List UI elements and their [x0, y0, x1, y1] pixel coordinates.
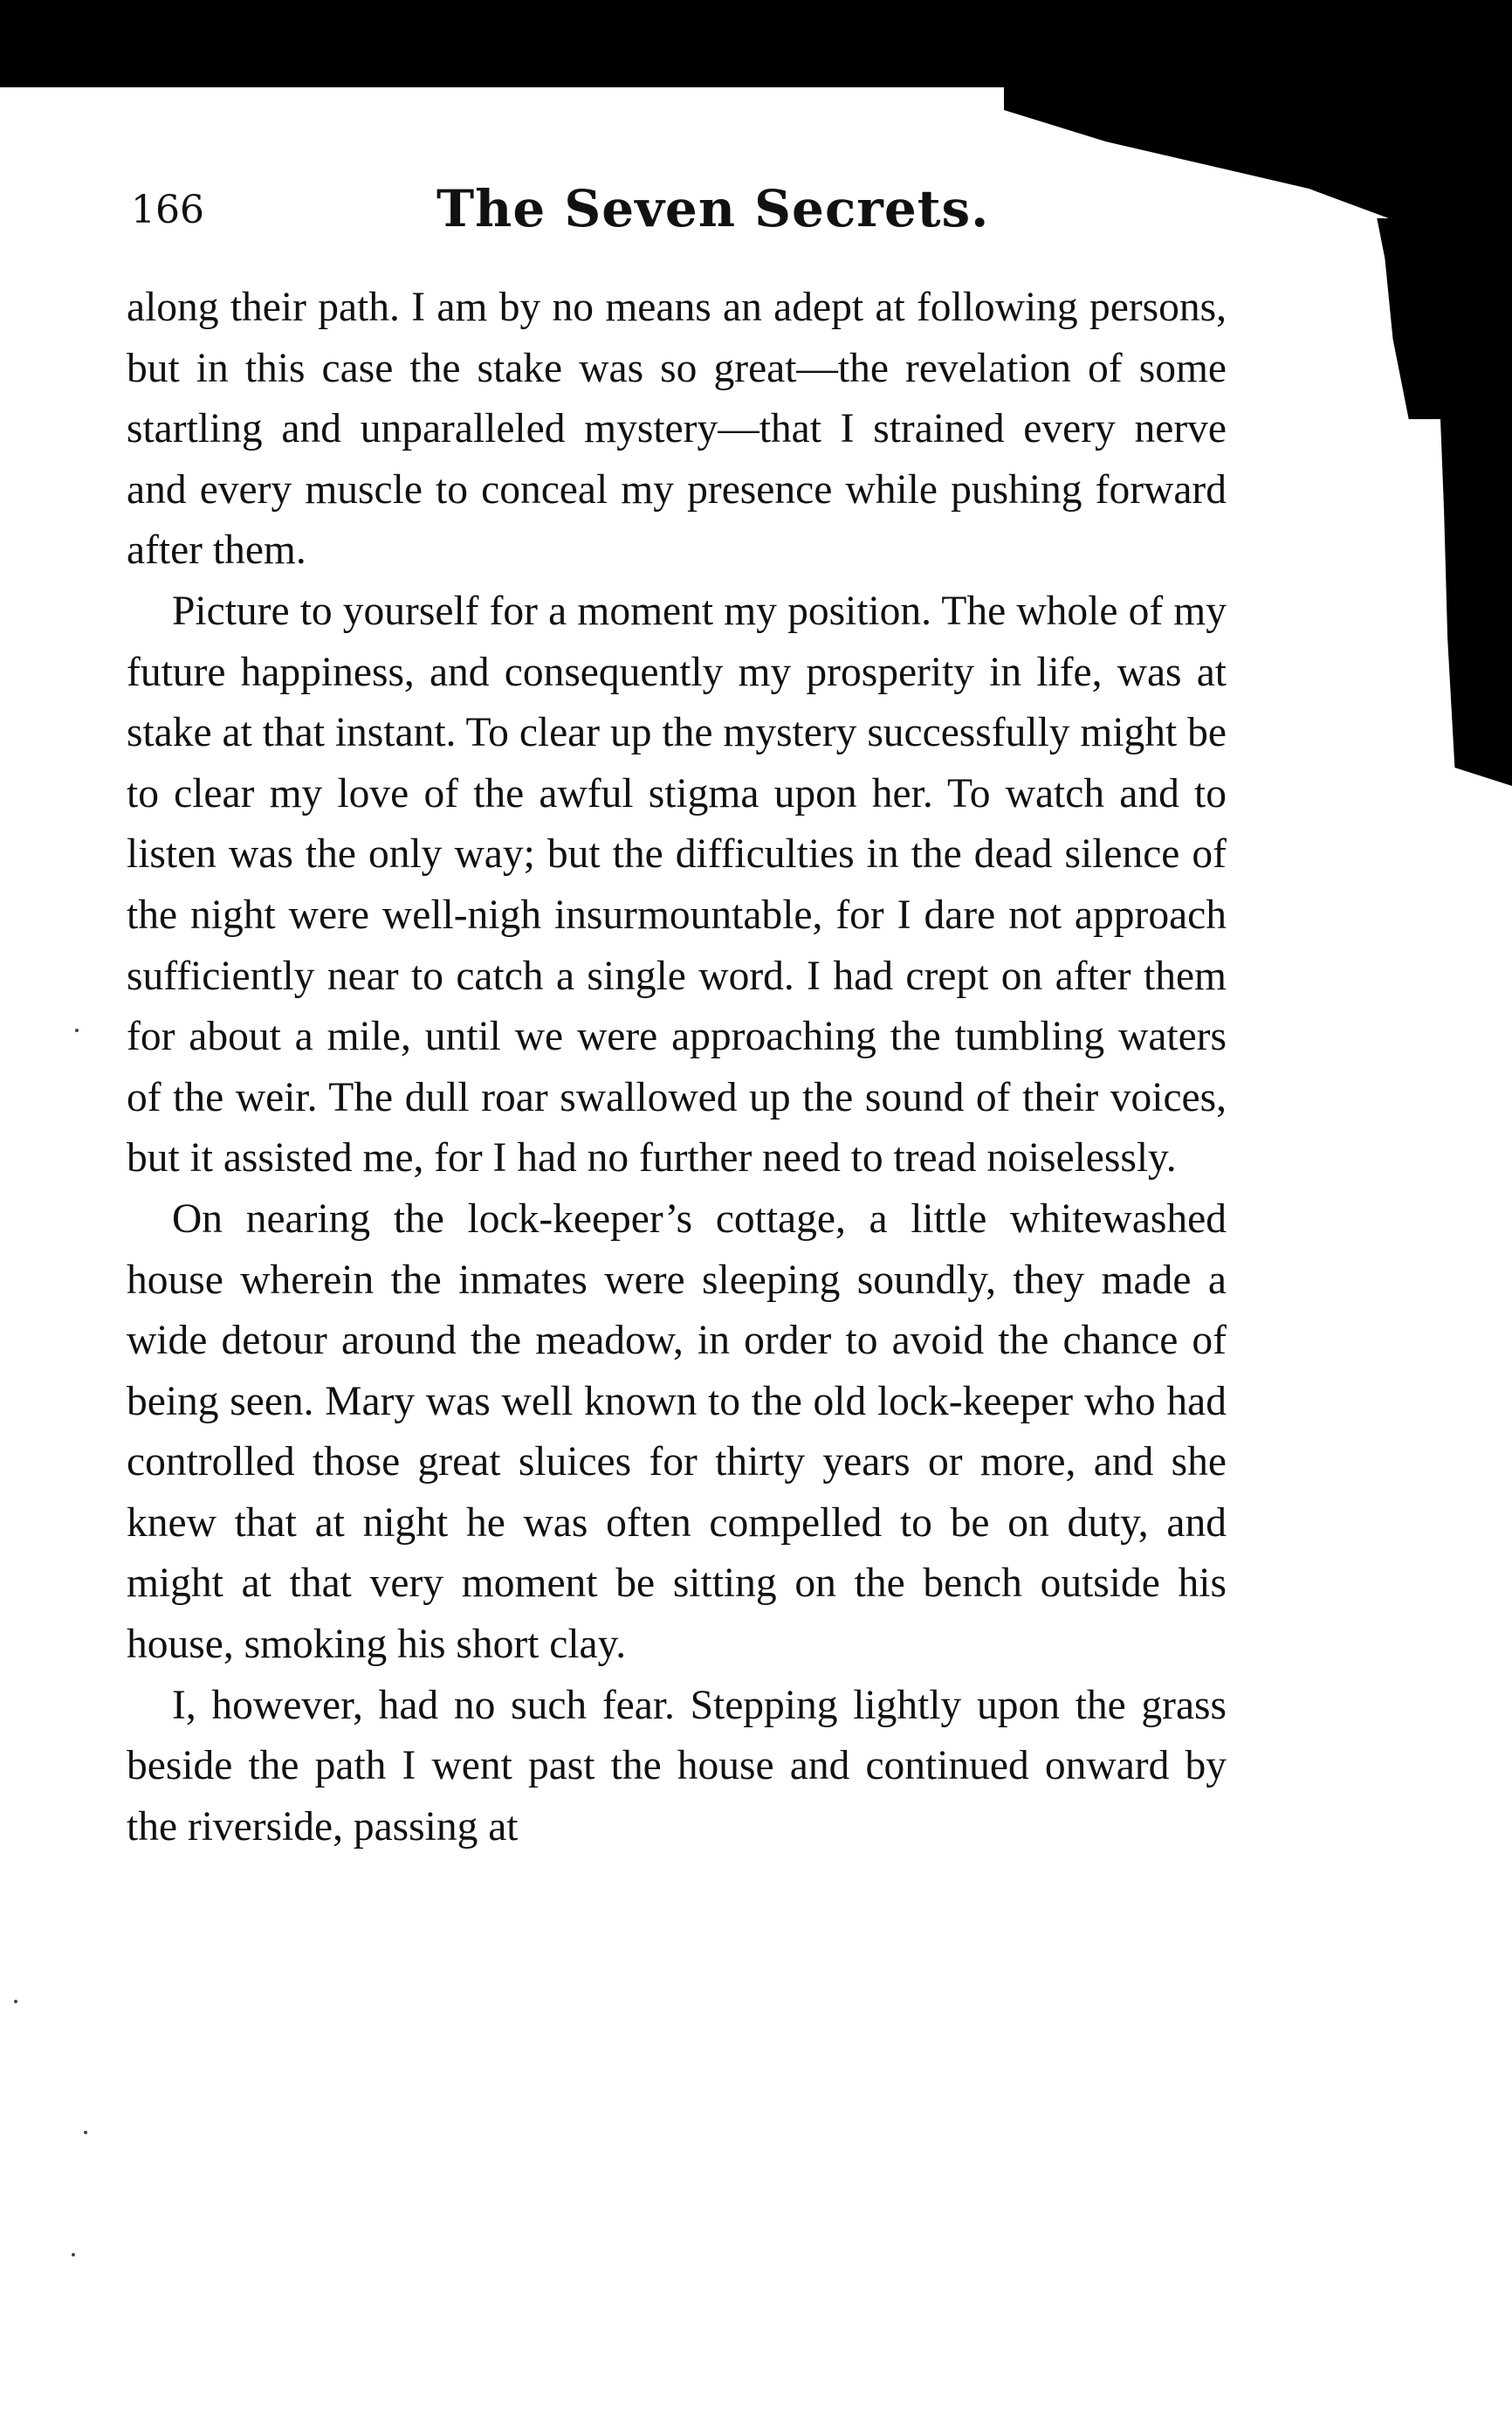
scan-speck: [75, 1029, 79, 1032]
scan-border-top: [0, 0, 1512, 87]
scan-speck: [84, 2131, 87, 2134]
running-title: The Seven Secrets.: [436, 179, 990, 238]
scan-border-right-lower: [1353, 218, 1512, 419]
scan-border-right-edge: [1440, 419, 1512, 786]
scan-speck: [14, 2000, 17, 2003]
paragraph-3: On nearing the lock-keeper’s cottage, a little whitewashed house wherein the inmates were sleeping soundly, they made a wide detour around the meadow, in order to avoid the chance of being seen. Mary was well known to the old lock-keeper who had controlled those great sluices for thirty years or more, and she knew that at night he was often compelled to be on duty, and might at that very moment be sitting on the bench outside his house, smoking his short clay.: [127, 1195, 1227, 1668]
scan-speck: [72, 2253, 75, 2256]
paragraph-4: I, however, had no such fear. Stepping lightly upon the grass beside the path I went past the house and continued onward by the riverside, passing at: [127, 1682, 1227, 1850]
page-header: [131, 179, 1231, 249]
paragraph-2: Picture to yourself for a moment my position. The whole of my future happiness, and consequently my prosperity in life, was at stake at that instant. To clear up the mystery successfully might be to clear my love of the awful stigma upon her. To watch and to listen was the only way; but the difficulties in the dead silence of the night were well-nigh insurmountable, for I dare not approach sufficiently near to catch a single word. I had crept on after them for about a mile, until we were approaching the tumbling waters of the weir. The dull roar swallowed up the sound of their voices, but it assisted me, for I had no further need to tread noiselessly.: [127, 588, 1227, 1181]
body-text: [127, 278, 1227, 1857]
paragraph-1: along their path. I am by no means an adept at following persons, but in this case the stake was so great—the revelation of some startling and unparalleled mystery—that I strained every nerve and every muscle to conceal my presence while pushing forward after them.: [127, 285, 1227, 574]
page-number: 166: [131, 188, 204, 232]
